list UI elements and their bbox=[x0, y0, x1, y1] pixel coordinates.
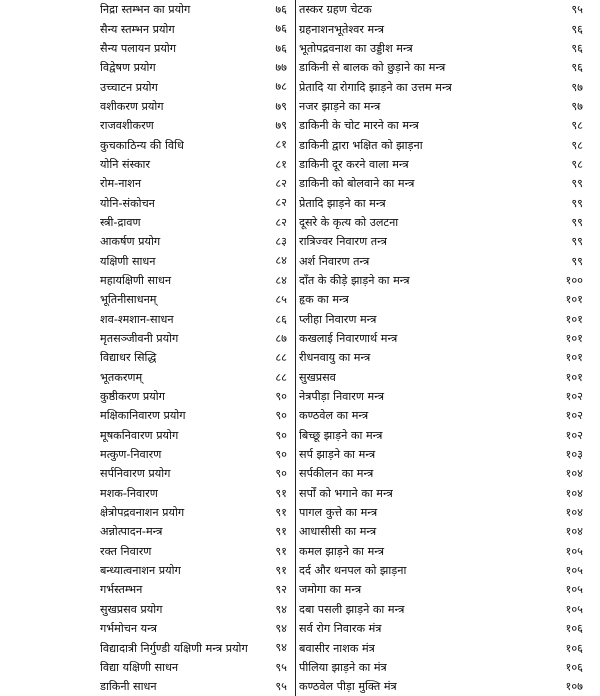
left-entry-page: ८२ bbox=[260, 174, 296, 193]
left-entry-page: ७६ bbox=[260, 39, 296, 58]
right-entry-title: प्रेतादि या रोगादि झाड़ने का उत्तम मन्त्र bbox=[299, 80, 452, 94]
contents-row bbox=[100, 0, 595, 19]
contents-row bbox=[100, 174, 595, 193]
contents-row bbox=[100, 19, 595, 38]
left-entry-title: योनि-संकोचन bbox=[100, 196, 155, 210]
left-entry-page: ८५ bbox=[260, 290, 296, 309]
left-entry-page: ८१ bbox=[260, 135, 296, 154]
contents-row bbox=[100, 542, 595, 561]
right-entry-page: १०० bbox=[565, 273, 583, 287]
contents-row bbox=[100, 310, 595, 329]
right-entry-page: ९६ bbox=[571, 41, 583, 55]
left-entry-page: ८२ bbox=[260, 213, 296, 232]
right-entry-title: दूसरे के कृत्य को उलटना bbox=[299, 215, 399, 229]
right-entry-page: १०४ bbox=[565, 486, 583, 500]
right-entry-title: प्लीहा निवारण मन्त्र bbox=[299, 312, 377, 326]
right-entry-title: ग्रहनाशनभूतेश्वर मन्त्र bbox=[299, 22, 385, 36]
left-entry-title: सर्पनिवारण प्रयोग bbox=[100, 467, 171, 481]
contents-row bbox=[100, 329, 595, 348]
contents-row bbox=[100, 484, 595, 503]
right-entry-title: जमोगा का मन्त्र bbox=[299, 583, 362, 597]
left-entry-page: ७९ bbox=[260, 116, 296, 135]
right-entry-title: दबा पसली झाड़ने का मन्त्र bbox=[299, 602, 405, 616]
left-entry-page: ९२ bbox=[260, 580, 296, 599]
right-entry-page: ९८ bbox=[571, 138, 583, 152]
left-entry-page: ९१ bbox=[260, 522, 296, 541]
left-entry-title: राजवशीकरण bbox=[100, 119, 154, 133]
left-entry-title: मशक-निवारण bbox=[100, 486, 158, 500]
right-entry-page: १०२ bbox=[565, 409, 583, 423]
right-entry-title: पीलिया झाड़ने का मंत्र bbox=[299, 660, 387, 674]
right-entry-page: ९८ bbox=[571, 119, 583, 133]
left-entry-page: ७६ bbox=[260, 0, 296, 19]
contents-row bbox=[100, 97, 595, 116]
contents-row bbox=[100, 387, 595, 406]
left-entry-page: ९५ bbox=[260, 658, 296, 677]
left-entry-title: विद्वेषण प्रयोग bbox=[100, 61, 156, 75]
left-entry-page: ९१ bbox=[260, 503, 296, 522]
right-entry-page: १०१ bbox=[565, 351, 583, 365]
left-entry-page: ८८ bbox=[260, 368, 296, 387]
right-entry-page: ९९ bbox=[571, 177, 583, 191]
left-entry-page: ८८ bbox=[260, 348, 296, 367]
right-entry-title: सर्पकीलन का मन्त्र bbox=[299, 467, 374, 481]
right-entry-title: भूतोपद्रवनाश का उड्डीश मन्त्र bbox=[299, 41, 413, 55]
left-entry-page: ९५ bbox=[260, 677, 296, 696]
contents-table bbox=[100, 0, 595, 696]
right-entry-page: १०६ bbox=[565, 622, 583, 636]
right-entry-page: १०५ bbox=[565, 564, 583, 578]
right-entry-page: १०५ bbox=[565, 602, 583, 616]
contents-row bbox=[100, 600, 595, 619]
left-entry-title: स्त्री-द्रावण bbox=[100, 215, 141, 229]
right-entry-title: कखलाई निवारणार्थ मन्त्र bbox=[299, 332, 398, 346]
left-entry-title: वशीकरण प्रयोग bbox=[100, 99, 164, 113]
right-entry-title: सर्पों को भगाने का मन्त्र bbox=[299, 486, 393, 500]
left-entry-page: ९१ bbox=[260, 484, 296, 503]
right-entry-page: १०५ bbox=[565, 583, 583, 597]
contents-row bbox=[100, 39, 595, 58]
left-entry-title: गर्भमोचन यन्त्र bbox=[100, 622, 157, 636]
left-entry-page: ७८ bbox=[260, 77, 296, 96]
right-entry-page: ९५ bbox=[571, 3, 583, 17]
right-entry-page: १०२ bbox=[565, 428, 583, 442]
left-entry-page: ८४ bbox=[260, 251, 296, 270]
contents-row bbox=[100, 619, 595, 638]
right-entry-title: सर्प झाड़ने का मन्त्र bbox=[299, 448, 376, 462]
contents-row bbox=[100, 658, 595, 677]
contents-row bbox=[100, 580, 595, 599]
right-entry-page: १०२ bbox=[565, 390, 583, 404]
left-entry-title: उच्चाटन प्रयोग bbox=[100, 80, 158, 94]
left-entry-title: रोम-नाशन bbox=[100, 177, 142, 191]
contents-row bbox=[100, 58, 595, 77]
right-entry-page: ९६ bbox=[571, 22, 583, 36]
left-entry-page: ८१ bbox=[260, 155, 296, 174]
left-entry-title: डाकिनी साधन bbox=[100, 680, 157, 694]
left-entry-title: निद्रा स्तम्भन का प्रयोग bbox=[100, 3, 191, 17]
left-entry-page: ९० bbox=[260, 426, 296, 445]
left-entry-title: मत्कुण-निवारण bbox=[100, 448, 162, 462]
left-entry-title: यक्षिणी साधन bbox=[100, 254, 156, 268]
left-entry-title: सैन्य पलायन प्रयोग bbox=[100, 41, 177, 55]
left-entry-title: भूतिनीसाधनम् bbox=[100, 293, 157, 307]
right-entry-page: ९६ bbox=[571, 61, 583, 75]
right-entry-page: १०१ bbox=[565, 370, 583, 384]
right-entry-title: कमल झाड़ने का मन्त्र bbox=[299, 544, 385, 558]
right-entry-title: हृक का मन्त्र bbox=[299, 293, 349, 307]
right-entry-title: कण्ठवेल पीड़ा मुक्ति मंत्र bbox=[299, 680, 397, 694]
right-entry-title: डाकिनी के चोट मारने का मन्त्र bbox=[299, 119, 419, 133]
left-entry-title: मूषकनिवारण प्रयोग bbox=[100, 428, 179, 442]
right-entry-page: १०३ bbox=[565, 448, 583, 462]
right-entry-page: ९७ bbox=[571, 80, 583, 94]
left-entry-title: विद्याधर सिद्धि bbox=[100, 351, 157, 365]
left-entry-title: रक्त निवारण bbox=[100, 544, 152, 558]
right-entry-title: आधासीसी का मन्त्र bbox=[299, 525, 377, 539]
contents-row bbox=[100, 677, 595, 696]
right-entry-page: १०४ bbox=[565, 525, 583, 539]
right-entry-page: ९८ bbox=[571, 157, 583, 171]
left-entry-title: सैन्य स्तम्भन प्रयोग bbox=[100, 22, 175, 36]
contents-row bbox=[100, 290, 595, 309]
left-entry-page: ९१ bbox=[260, 561, 296, 580]
left-entry-title: महायक्षिणी साधन bbox=[100, 273, 172, 287]
right-entry-page: १०६ bbox=[565, 641, 583, 655]
contents-row bbox=[100, 271, 595, 290]
left-entry-title: योनि संस्कार bbox=[100, 157, 151, 171]
left-entry-page: ८४ bbox=[260, 271, 296, 290]
left-entry-page: ८७ bbox=[260, 329, 296, 348]
left-entry-page: ९० bbox=[260, 445, 296, 464]
right-entry-title: बिच्छू झाड़ने का मन्त्र bbox=[299, 428, 383, 442]
contents-row bbox=[100, 464, 595, 483]
right-entry-title: रात्रिज्वर निवारण तन्त्र bbox=[299, 235, 387, 249]
right-entry-title: दर्द और थनपल को झाड़ना bbox=[299, 564, 407, 578]
left-entry-title: कुचकाठिन्य की विधि bbox=[100, 138, 184, 152]
contents-row bbox=[100, 426, 595, 445]
right-entry-title: कण्ठवेल का मन्त्र bbox=[299, 409, 369, 423]
contents-row bbox=[100, 77, 595, 96]
contents-row bbox=[100, 135, 595, 154]
right-entry-page: ९७ bbox=[571, 99, 583, 113]
right-entry-title: रीधनवायु का मन्त्र bbox=[299, 351, 371, 365]
left-entry-page: ७६ bbox=[260, 19, 296, 38]
left-entry-page: ९४ bbox=[260, 638, 296, 657]
right-entry-title: डाकिनी द्वारा भक्षित को झाड़ना bbox=[299, 138, 423, 152]
left-entry-title: क्षेत्रोपद्रवनाशन प्रयोग bbox=[100, 506, 185, 520]
left-entry-title: सुखप्रसव प्रयोग bbox=[100, 602, 163, 616]
right-entry-title: बवासीर नाशक मंत्र bbox=[299, 641, 375, 655]
left-entry-title: बन्ध्यात्वनाशन प्रयोग bbox=[100, 564, 181, 578]
left-entry-title: विद्या यक्षिणी साधन bbox=[100, 660, 179, 674]
contents-row bbox=[100, 503, 595, 522]
right-entry-page: १०१ bbox=[565, 293, 583, 307]
right-entry-title: तस्कर ग्रहण चेटक bbox=[299, 3, 372, 17]
contents-row bbox=[100, 561, 595, 580]
left-entry-page: ९० bbox=[260, 464, 296, 483]
left-entry-title: आकर्षण प्रयोग bbox=[100, 235, 161, 249]
left-entry-title: अन्नोत्पादन-मन्त्र bbox=[100, 525, 163, 539]
left-entry-title: मृतसञ्जीवनी प्रयोग bbox=[100, 332, 179, 346]
contents-row bbox=[100, 406, 595, 425]
right-entry-title: डाकिनी से बालक को छुड़ाने का मन्त्र bbox=[299, 61, 446, 75]
left-entry-title: मक्षिकानिवारण प्रयोग bbox=[100, 409, 186, 423]
right-entry-title: अर्श निवारण तन्त्र bbox=[299, 254, 370, 268]
contents-row bbox=[100, 348, 595, 367]
right-entry-title: डाकिनी दूर करने वाला मन्त्र bbox=[299, 157, 409, 171]
left-entry-title: शव-श्मशान-साधन bbox=[100, 312, 174, 326]
right-entry-page: ९९ bbox=[571, 254, 583, 268]
right-entry-page: ९९ bbox=[571, 215, 583, 229]
contents-row bbox=[100, 116, 595, 135]
contents-row bbox=[100, 155, 595, 174]
right-entry-title: डाकिनी को बोलवाने का मन्त्र bbox=[299, 177, 415, 191]
left-entry-page: ८६ bbox=[260, 310, 296, 329]
left-entry-title: गर्भस्तम्भन bbox=[100, 583, 143, 597]
contents-row bbox=[100, 638, 595, 657]
right-entry-title: सर्व रोग निवारक मंत्र bbox=[299, 622, 382, 636]
right-entry-page: १०४ bbox=[565, 467, 583, 481]
left-entry-page: ९१ bbox=[260, 542, 296, 561]
right-entry-page: १०६ bbox=[565, 660, 583, 674]
left-entry-page: ९४ bbox=[260, 619, 296, 638]
right-entry-page: १०१ bbox=[565, 312, 583, 326]
left-entry-page: ८२ bbox=[260, 193, 296, 212]
contents-row bbox=[100, 232, 595, 251]
left-entry-page: ८३ bbox=[260, 232, 296, 251]
right-entry-title: प्रेतादि झाड़ने का मन्त्र bbox=[299, 196, 386, 210]
right-entry-page: १०४ bbox=[565, 506, 583, 520]
left-entry-title: कुष्ठीकरण प्रयोग bbox=[100, 390, 165, 404]
right-entry-title: नजर झाड़ने का मन्त्र bbox=[299, 99, 381, 113]
left-entry-title: विद्यादात्री निर्गुण्डी यक्षिणी मन्त्र प्रयोग bbox=[100, 641, 248, 655]
contents-row bbox=[100, 368, 595, 387]
contents-row bbox=[100, 445, 595, 464]
contents-row bbox=[100, 251, 595, 270]
right-entry-title: दाँत के कीड़े झाड़ने का मन्त्र bbox=[299, 273, 410, 287]
contents-row bbox=[100, 193, 595, 212]
right-entry-page: १०१ bbox=[565, 332, 583, 346]
left-entry-title: भूतकरणम् bbox=[100, 370, 143, 384]
contents-row bbox=[100, 213, 595, 232]
left-entry-page: ९० bbox=[260, 406, 296, 425]
left-entry-page: ९० bbox=[260, 387, 296, 406]
left-entry-page: ९४ bbox=[260, 600, 296, 619]
right-entry-page: ९९ bbox=[571, 196, 583, 210]
right-entry-page: १०७ bbox=[565, 680, 583, 694]
left-entry-page: ७९ bbox=[260, 97, 296, 116]
right-entry-title: सुखप्रसव bbox=[299, 370, 336, 384]
contents-row bbox=[100, 522, 595, 541]
right-entry-title: नेत्रपीड़ा निवारण मन्त्र bbox=[299, 390, 385, 404]
right-entry-title: पागल कुत्ते का मन्त्र bbox=[299, 506, 378, 520]
right-entry-page: १०५ bbox=[565, 544, 583, 558]
left-entry-page: ७७ bbox=[260, 58, 296, 77]
right-entry-page: ९९ bbox=[571, 235, 583, 249]
